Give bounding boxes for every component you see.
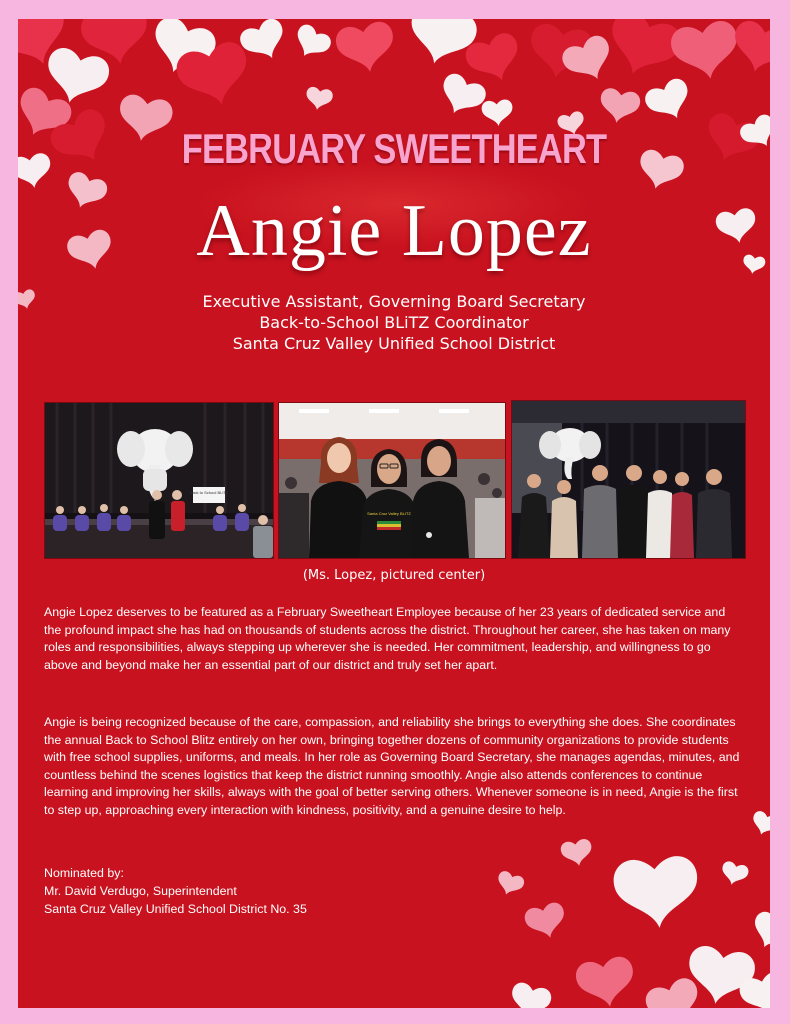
role-line-3: Santa Cruz Valley Unified School District (232, 334, 556, 353)
role-line-1: Executive Assistant, Governing Board Secretary (202, 292, 586, 311)
body-paragraph-2: Angie is being recognized because of the care, compassion, and reliability she brings to everything she does. She coordinates the annual Back to School Blitz entirely on her own, bringing together dozens of community organizations to provide students with free school supplies, uniforms, and meals. In her role as Governing Board Secretary, she manages agendas, minutes, and countless behind the scenes logistics that keep the district running smoothly. Angie also attends conferences to continue learning and improving her skills, always with the goal of better serving others. Whenever someone is in need, Angie is the first to step up, approaching every interaction with kindness, positivity, and a genuine desire to help. (44, 715, 740, 817)
kicker-heading: FEBRUARY SWEETHEART (181, 125, 607, 172)
photo-three-women (278, 402, 506, 559)
poster (18, 19, 770, 1008)
nominator-organization: Santa Cruz Valley Unified School District No. 35 (44, 902, 307, 916)
photo-stage-elephant (44, 402, 274, 559)
honoree-name: Angie Lopez (196, 190, 592, 272)
photo-shirt-text: Santa Cruz Valley BLITZ (367, 511, 411, 516)
nominated-by-label: Nominated by: (44, 866, 124, 880)
photo-group (511, 400, 746, 559)
photo-sign-text: Back to School BLITZ (189, 490, 229, 495)
nominator-name: Mr. David Verdugo, Superintendent (44, 884, 237, 898)
role-line-2: Back-to-School BLiTZ Coordinator (259, 313, 529, 332)
body-paragraph-1: Angie Lopez deserves to be featured as a February Sweetheart Employee because of her 23 years of dedicated service and the profound impact she has had on thousands of students across the district. Throughout her career, she has taken on many roles and responsibilities, always stepping up wherever she is needed. Her commitment, leadership, and willingness to go above and beyond make her an essential part of our district and truly set her apart. (44, 605, 731, 672)
photo-caption: (Ms. Lopez, pictured center) (302, 568, 486, 583)
